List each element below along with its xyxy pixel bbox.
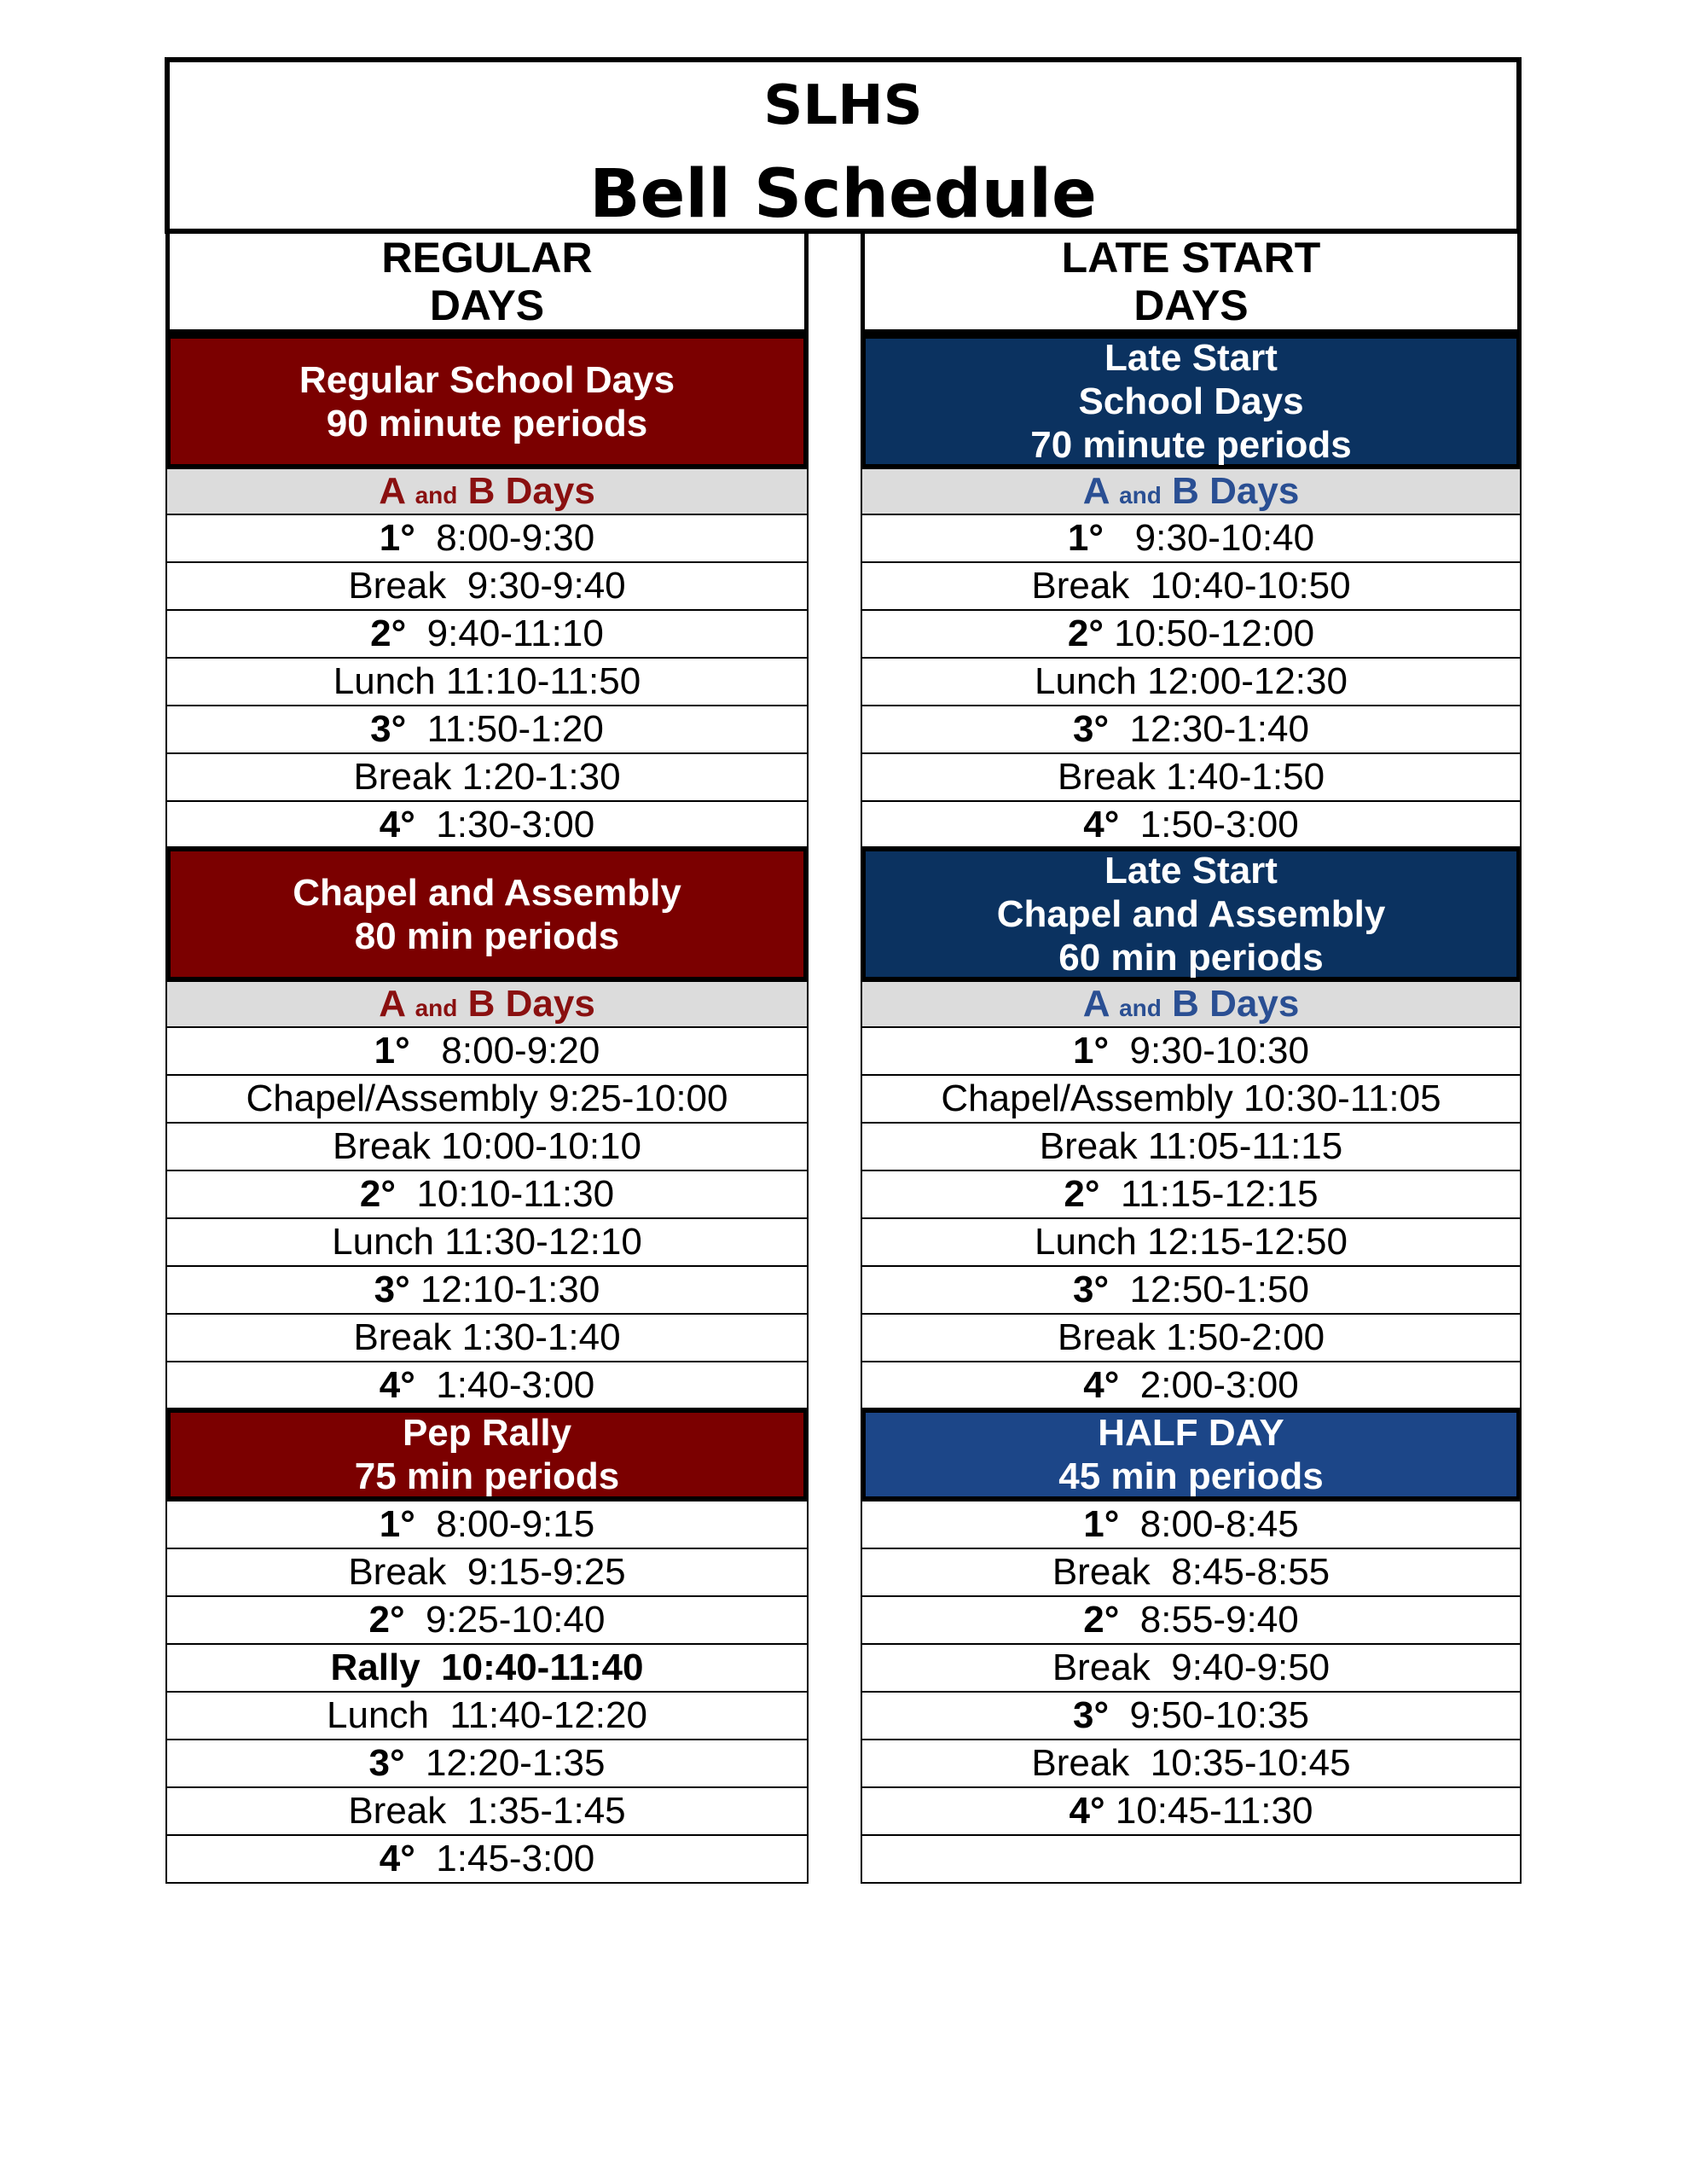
section-header-line: Late Start (1104, 850, 1278, 892)
time-range: 8:00-9:15 (415, 1503, 595, 1545)
period-label: 2° (368, 1599, 405, 1641)
time-range: Break 1:50-2:00 (1057, 1316, 1325, 1358)
section-header (861, 334, 1522, 469)
time-range: 8:00-9:30 (415, 517, 595, 559)
schedule-row (165, 1788, 809, 1836)
time-range: 10:45-11:30 (1104, 1790, 1313, 1832)
time-range: 12:50-1:50 (1109, 1269, 1309, 1310)
time-range: Break 9:15-9:25 (348, 1551, 626, 1593)
time-range: 9:25-10:40 (404, 1599, 606, 1641)
period-label: 4° (379, 1838, 415, 1879)
period-label: 3° (1073, 1269, 1110, 1310)
section-header-line: 75 min periods (354, 1455, 620, 1497)
schedule-row (165, 802, 809, 850)
schedule-row (165, 1267, 809, 1315)
section-header-line: 90 minute periods (326, 402, 648, 444)
ab-letter-a: A (379, 470, 405, 512)
ab-letter-b-days: B Days (467, 983, 595, 1025)
time-range: Break 11:05-11:15 (1039, 1125, 1343, 1167)
period-label: 3° (374, 1269, 410, 1310)
time-range: 1:40-3:00 (415, 1364, 595, 1406)
regular-days-heading-line2: DAYS (429, 282, 545, 329)
time-range: Break 1:20-1:30 (353, 756, 621, 798)
time-range: 8:00-9:20 (409, 1030, 600, 1072)
schedule-rows (165, 1502, 809, 1884)
schedule-row (165, 754, 809, 802)
section-header-line: HALF DAY (1098, 1412, 1284, 1454)
ab-days-row (165, 469, 809, 515)
schedule-row (165, 563, 809, 611)
section-header (165, 846, 809, 982)
time-range: Break 9:30-9:40 (348, 565, 626, 607)
section-header-line: Chapel and Assembly (996, 893, 1386, 935)
time-range: Lunch 11:40-12:20 (327, 1694, 647, 1736)
schedule-row (861, 802, 1522, 850)
schedule-row (165, 706, 809, 754)
period-label: 1° (1083, 1503, 1120, 1545)
period-label: 4° (1083, 1364, 1120, 1406)
time-range: Chapel/Assembly 10:30-11:05 (941, 1077, 1441, 1119)
ab-letter-a: A (1082, 470, 1109, 512)
schedule-row (165, 1362, 809, 1410)
section-header (165, 1408, 809, 1502)
period-label: 2° (1083, 1599, 1120, 1641)
time-range: 12:20-1:35 (404, 1742, 606, 1784)
ab-days-row (861, 469, 1522, 515)
time-range: 9:30-10:30 (1109, 1030, 1309, 1072)
schedule-row (861, 754, 1522, 802)
schedule-row (861, 1740, 1522, 1788)
school-name: SLHS (763, 74, 923, 137)
section-header (861, 846, 1522, 982)
section-header-line: Late Start (1104, 337, 1278, 379)
ab-letter-a: A (379, 983, 405, 1025)
schedule-row (861, 1219, 1522, 1267)
time-range: Break 10:00-10:10 (332, 1125, 642, 1167)
time-range: Lunch 11:10-11:50 (333, 660, 641, 702)
schedule-row (861, 1267, 1522, 1315)
time-range: 9:30-10:40 (1104, 517, 1315, 559)
schedule-row (165, 1645, 809, 1693)
time-range: 10:10-11:30 (396, 1173, 615, 1215)
schedule-row (861, 1171, 1522, 1219)
regular-days-heading (165, 234, 809, 334)
time-range: 11:15-12:15 (1099, 1173, 1319, 1215)
schedule-row (861, 1693, 1522, 1740)
time-range: 2:00-3:00 (1119, 1364, 1299, 1406)
section-header-line: 45 min periods (1058, 1455, 1324, 1497)
section-late-chapel-assembly (861, 846, 1522, 1410)
time-range: Break 10:35-10:45 (1031, 1742, 1351, 1784)
period-label: 3° (370, 708, 407, 750)
time-range: Break 9:40-9:50 (1052, 1647, 1330, 1688)
ab-and: and (1119, 482, 1162, 508)
period-label: 2° (1064, 1173, 1100, 1215)
schedule-row (165, 1028, 809, 1076)
section-header-line: Regular School Days (299, 358, 675, 401)
schedule-row (861, 1362, 1522, 1410)
time-range: Break 1:35-1:45 (348, 1790, 626, 1832)
schedule-row (861, 1124, 1522, 1171)
schedule-row (165, 1076, 809, 1124)
ab-and: and (1119, 995, 1162, 1021)
schedule-row (165, 1315, 809, 1362)
schedule-row (861, 1597, 1522, 1645)
schedule-row (165, 659, 809, 706)
schedule-rows (165, 515, 809, 850)
section-header (861, 1408, 1522, 1502)
time-range: 11:50-1:20 (406, 708, 604, 750)
time-range: Break 8:45-8:55 (1052, 1551, 1330, 1593)
period-label: 4° (379, 1364, 415, 1406)
schedule-rows (861, 1028, 1522, 1410)
schedule-row (165, 1597, 809, 1645)
period-label: 4° (379, 804, 415, 845)
period-label: 4° (1083, 804, 1120, 845)
section-header-line: Pep Rally (402, 1412, 572, 1454)
schedule-row (861, 611, 1522, 659)
schedule-row (861, 515, 1522, 563)
time-range: 12:10-1:30 (409, 1269, 600, 1310)
period-label: 1° (379, 1503, 415, 1545)
schedule-row (861, 659, 1522, 706)
schedule-row (861, 1836, 1522, 1884)
schedule-row (165, 1124, 809, 1171)
section-header-line: 70 minute periods (1030, 424, 1352, 466)
period-label: Rally 10:40-11:40 (330, 1647, 644, 1688)
period-label: 1° (379, 517, 415, 559)
time-range: Lunch 11:30-12:10 (332, 1221, 642, 1263)
period-label: 4° (1069, 1790, 1105, 1832)
schedule-row (165, 1740, 809, 1788)
period-label: 2° (359, 1173, 396, 1215)
section-half-day (861, 1408, 1522, 1884)
schedule-rows (861, 515, 1522, 850)
ab-days-row (165, 982, 809, 1028)
period-label: 3° (1073, 708, 1110, 750)
schedule-row (165, 1693, 809, 1740)
section-regular (165, 334, 809, 850)
schedule-row (165, 1836, 809, 1884)
section-header-line: 80 min periods (354, 915, 620, 957)
ab-letter-b-days: B Days (1172, 470, 1300, 512)
ab-letter-b-days: B Days (1172, 983, 1300, 1025)
ab-days-row (861, 982, 1522, 1028)
section-pep-rally (165, 1408, 809, 1884)
schedule-row (861, 1549, 1522, 1597)
period-label: 1° (1073, 1030, 1110, 1072)
schedule-row (861, 1315, 1522, 1362)
ab-letter-a: A (1082, 983, 1109, 1025)
section-header-line: School Days (1078, 380, 1304, 422)
period-label: 3° (1073, 1694, 1110, 1736)
schedule-row (861, 563, 1522, 611)
time-range: Break 1:40-1:50 (1057, 756, 1325, 798)
section-late-start (861, 334, 1522, 850)
schedule-row (861, 706, 1522, 754)
time-range: 10:50-12:00 (1103, 613, 1315, 654)
schedule-rows (165, 1028, 809, 1410)
ab-and: and (415, 482, 458, 508)
section-header-line: Chapel and Assembly (293, 871, 681, 914)
time-range: 9:40-11:10 (406, 613, 604, 654)
schedule-row (165, 515, 809, 563)
schedule-row (861, 1645, 1522, 1693)
section-header-line: 60 min periods (1058, 937, 1324, 979)
schedule-row (165, 1502, 809, 1549)
time-range: 12:30-1:40 (1109, 708, 1309, 750)
time-range: Lunch 12:00-12:30 (1035, 660, 1348, 702)
schedule-rows (861, 1502, 1522, 1884)
section-chapel-assembly (165, 846, 809, 1410)
time-range: Chapel/Assembly 9:25-10:00 (246, 1077, 728, 1119)
time-range: 1:30-3:00 (415, 804, 595, 845)
period-label: 1° (1067, 517, 1104, 559)
period-label: 2° (370, 613, 407, 654)
time-range: 8:00-8:45 (1119, 1503, 1299, 1545)
time-range: Lunch 12:15-12:50 (1035, 1221, 1348, 1263)
schedule-row (165, 1219, 809, 1267)
time-range: Break 10:40-10:50 (1031, 565, 1351, 607)
ab-and: and (415, 995, 458, 1021)
schedule-row (861, 1788, 1522, 1836)
schedule-title (165, 57, 1522, 234)
schedule-row (165, 611, 809, 659)
schedule-row (165, 1549, 809, 1597)
time-range: 1:45-3:00 (415, 1838, 595, 1879)
late-start-days-heading (861, 234, 1522, 334)
late-start-days-heading-line1: LATE START (1061, 234, 1321, 282)
time-range: 1:50-3:00 (1119, 804, 1299, 845)
late-start-days-heading-line2: DAYS (1133, 282, 1249, 329)
regular-days-heading-line1: REGULAR (381, 234, 593, 282)
document-title: Bell Schedule (589, 156, 1097, 233)
period-label: 2° (1067, 613, 1104, 654)
section-header (165, 334, 809, 469)
time-range: 8:55-9:40 (1119, 1599, 1299, 1641)
schedule-row (861, 1028, 1522, 1076)
period-label: 3° (368, 1742, 405, 1784)
ab-letter-b-days: B Days (467, 470, 595, 512)
schedule-row (861, 1076, 1522, 1124)
period-label: 1° (374, 1030, 410, 1072)
schedule-row (861, 1502, 1522, 1549)
time-range: Break 1:30-1:40 (353, 1316, 621, 1358)
schedule-row (165, 1171, 809, 1219)
time-range: 9:50-10:35 (1109, 1694, 1309, 1736)
